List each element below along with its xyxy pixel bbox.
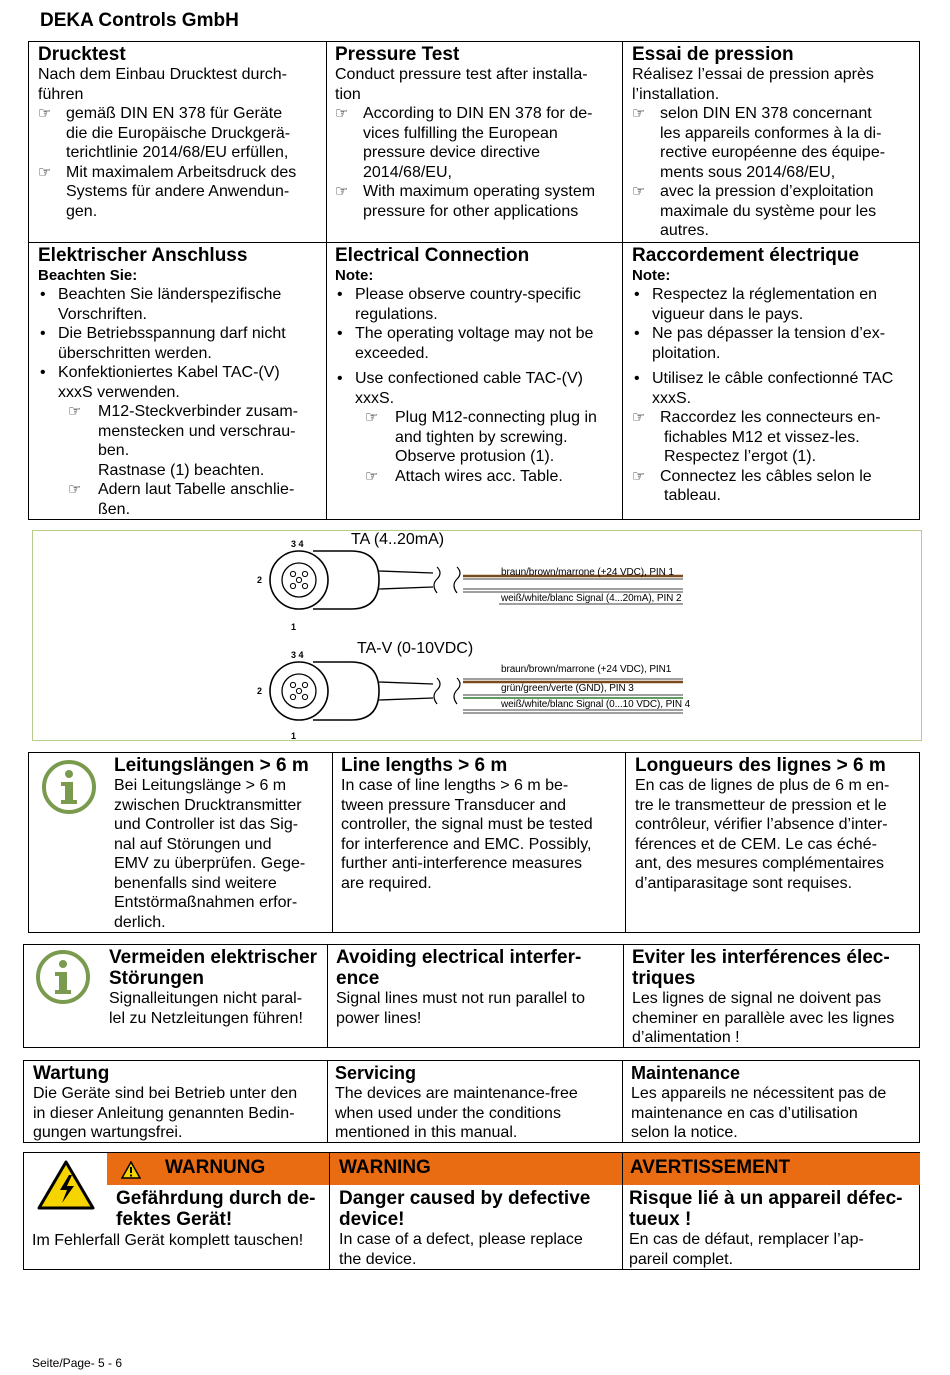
text-line: En cas de défaut, remplacer l’ap-: [629, 1231, 864, 1248]
text-line: ploitation.: [652, 344, 721, 362]
text-line: Signalleitungen nicht paral-: [109, 990, 303, 1007]
pressure-test-fr: [632, 44, 917, 241]
text-line: Entstörmaßnahmen erfor-: [114, 894, 298, 911]
list-item: [632, 104, 917, 182]
section-title: Longueurs des lignes > 6 m: [635, 755, 886, 776]
text-line: Die Betriebsspannung darf nicht: [58, 325, 286, 342]
wire-label: weiß/white/blanc Signal (4...20mA), PIN 2: [501, 593, 682, 604]
section-title: Gefährdung durch de-: [116, 1188, 316, 1209]
wire-label: braun/brown/marrone (+24 VDC), PIN1: [501, 664, 672, 675]
bullet-icon: •: [634, 370, 640, 387]
text-line: xxxS verwenden.: [58, 383, 180, 401]
text-line: lel zu Netzleitungen führen!: [109, 1009, 303, 1027]
wiring-diagram: [32, 530, 922, 741]
section-title: Eviter les interférences élec-: [632, 947, 890, 968]
text-line: und Controller ist das Sig-: [114, 816, 299, 833]
pointing-hand-icon: ☞: [632, 467, 646, 485]
list-item: [335, 467, 620, 487]
text-line: pressure device directive: [363, 144, 540, 161]
bullet-icon: •: [337, 286, 343, 303]
section-title: device!: [339, 1209, 405, 1230]
warning-en: [339, 1188, 621, 1269]
list-item: [335, 104, 620, 182]
text-line: With maximum operating system: [363, 183, 596, 200]
text-line: Adern laut Tabelle anschlie-: [98, 481, 295, 498]
list-item: [335, 285, 620, 324]
section-title: Vermeiden elektrischer: [109, 947, 318, 968]
pin-label: 2: [257, 686, 263, 696]
warning-triangle-icon: [121, 1161, 141, 1179]
interference-fr: [632, 947, 917, 1048]
text-line: are required.: [341, 874, 432, 892]
text-line: further anti-interference measures: [341, 855, 582, 872]
text-line: contrôleur, vérifier l’absence d’inter-: [635, 816, 888, 833]
text-line: pressure for other applications: [363, 202, 579, 220]
warning-label-de: WARNUNG: [165, 1157, 266, 1178]
text-line: gen.: [66, 202, 98, 220]
text-line: Plug M12-connecting plug in: [395, 409, 597, 426]
warning-label-en: WARNING: [339, 1157, 431, 1178]
list-item: [335, 408, 620, 467]
text-line: En cas de lignes de plus de 6 m en-: [635, 777, 890, 794]
text-line: rective européenne des équipe-: [660, 144, 886, 161]
text-line: tween pressure Transducer and: [341, 796, 567, 814]
text-line: menstecken und verschrau-: [98, 422, 296, 440]
text-line: Bei Leitungslänge > 6 m: [114, 777, 287, 794]
wire-label: braun/brown/marrone (+24 VDC), PIN 1: [501, 567, 674, 578]
list-item: [38, 285, 323, 324]
text-line: autres.: [660, 222, 709, 239]
section-title: Essai de pression: [632, 44, 794, 65]
diagram-title-ta: TA (4..20mA): [351, 531, 445, 548]
warning-label-fr: AVERTISSEMENT: [630, 1157, 791, 1178]
text-line: selon DIN EN 378 concernant: [660, 105, 872, 122]
list-item: [632, 324, 917, 363]
warning-table: [23, 1152, 920, 1270]
section-title: Elektrischer Anschluss: [38, 245, 248, 266]
text-line: Konfektioniertes Kabel TAC-(V): [58, 364, 280, 381]
high-voltage-warning-icon: [36, 1159, 96, 1211]
section-title: Störungen: [109, 968, 204, 989]
bullet-icon: •: [337, 370, 343, 387]
interference-de: [109, 947, 327, 1028]
pointing-hand-icon: ☞: [365, 467, 379, 485]
wire-label: weiß/white/blanc Signal (0...10 VDC), PIN 4: [501, 699, 691, 710]
section-title: Wartung: [33, 1063, 110, 1084]
note-label: Beachten Sie:: [38, 267, 138, 284]
text-line: Raccordez les connecteurs en-: [660, 409, 881, 426]
text-line: M12-Steckverbinder zusam-: [98, 403, 299, 420]
section-title: Line lengths > 6 m: [341, 755, 508, 776]
pin-label: 1: [291, 622, 297, 632]
pressure-test-en: [335, 44, 620, 221]
text-line: führen: [38, 85, 84, 103]
text-line: Vorschriften.: [58, 305, 147, 323]
list-item: [632, 467, 917, 506]
pointing-hand-icon: ☞: [68, 403, 82, 420]
section-title: tueux !: [629, 1209, 692, 1230]
text-line: in dieser Anleitung genannten Bedin-: [33, 1104, 295, 1122]
info-icon: [35, 949, 91, 1005]
text-line: pareil complet.: [629, 1250, 734, 1268]
pointing-hand-icon: ☞: [335, 183, 349, 200]
text-line: maximale du système pour les: [660, 202, 877, 220]
text-line: Rastnase (1) beachten.: [98, 461, 265, 479]
text-line: and tighten by screwing.: [395, 428, 568, 446]
text-line: for interference and EMC. Possibly,: [341, 835, 592, 853]
line-lengths-de: [114, 755, 329, 932]
text-line: when used under the conditions: [335, 1104, 561, 1122]
text-line: les appareils conformes à la di-: [660, 124, 882, 142]
note-label: Note:: [335, 267, 374, 284]
text-line: Utilisez le câble confectionné TAC: [652, 370, 894, 387]
text-line: vices fulfilling the European: [363, 124, 558, 142]
text-line: Please observe country-specific: [355, 286, 581, 303]
bullet-icon: •: [40, 364, 46, 381]
pointing-hand-icon: ☞: [365, 409, 379, 426]
section-title: Servicing: [335, 1063, 417, 1083]
bullet-icon: •: [634, 286, 640, 303]
text-line: xxxS.: [355, 389, 395, 407]
top-table: [28, 41, 920, 520]
maintenance-en: [335, 1063, 620, 1143]
text-line: ben.: [98, 442, 130, 459]
list-item: [335, 182, 620, 221]
pointing-hand-icon: ☞: [38, 163, 52, 181]
text-line: In case of a defect, please replace: [339, 1231, 583, 1248]
wire-label: grün/green/verte (GND), PIN 3: [501, 683, 634, 694]
text-line: Systems für andere Anwendun-: [66, 183, 290, 200]
warning-fr: [629, 1188, 917, 1269]
text-line: Die Geräte sind bei Betrieb unter den: [33, 1085, 298, 1102]
line-lengths-fr: [635, 755, 917, 893]
bullet-icon: •: [634, 325, 640, 342]
diagram-title-tav: TA-V (0-10VDC): [357, 640, 474, 657]
warning-de: [116, 1188, 326, 1230]
text-line: Ne pas dépasser la tension d’ex-: [652, 325, 886, 342]
text-line: maintenance en cas d’utilisation: [631, 1104, 858, 1122]
text-line: controller, the signal must be tested: [341, 816, 593, 833]
text-line: Im Fehlerfall Gerät komplett tauschen!: [32, 1232, 304, 1249]
line-lengths-en: [341, 755, 623, 893]
section-title: Drucktest: [38, 44, 126, 65]
pin-label: 3 4: [291, 650, 304, 660]
bullet-icon: •: [337, 325, 343, 342]
text-line: Mit maximalem Arbeitsdruck des: [66, 163, 297, 181]
text-line: cheminer en parallèle avec les lignes: [632, 1009, 895, 1027]
text-line: regulations.: [355, 305, 438, 323]
pin-label: 3 4: [291, 539, 304, 549]
section-title: Risque lié à un appareil défec-: [629, 1188, 903, 1209]
pointing-hand-icon: ☞: [632, 105, 646, 122]
company-name: DEKA Controls GmbH: [40, 10, 239, 31]
list-item: [38, 324, 323, 363]
text-line: d’antiparasitage sont requises.: [635, 874, 853, 892]
text-line: terichtlinie 2014/68/EU erfüllen,: [66, 144, 289, 161]
list-item: [632, 285, 917, 324]
pointing-hand-icon: ☞: [335, 105, 349, 122]
text-line: zwischen Drucktransmitter: [114, 796, 302, 814]
electrical-fr: [632, 245, 917, 506]
text-line: tion: [335, 85, 361, 103]
text-line: The operating voltage may not be: [355, 325, 594, 342]
line-lengths-table: [28, 752, 920, 933]
text-line: selon la notice.: [631, 1124, 738, 1141]
text-line: Connectez les câbles selon le: [660, 467, 872, 485]
text-line: According to DIN EN 378 for de-: [363, 105, 593, 122]
text-line: benenfalls sind weitere: [114, 874, 277, 892]
text-line: férences et de CEM. Le cas éché-: [635, 835, 877, 853]
text-line: nal auf Störungen und: [114, 835, 272, 853]
interference-table: [23, 944, 920, 1048]
text-line: exceeded.: [355, 344, 429, 362]
text-line: ments sous 2014/68/EU,: [660, 163, 836, 181]
pointing-hand-icon: ☞: [38, 105, 52, 122]
section-title: Pressure Test: [335, 44, 460, 65]
note-label: Note:: [632, 267, 671, 284]
text-line: Observe protusion (1).: [395, 448, 555, 465]
pin-label: 2: [257, 575, 263, 585]
text-line: gemäß DIN EN 378 für Geräte: [66, 105, 283, 122]
text-line: fichables M12 et vissez-les.: [664, 428, 860, 446]
text-line: mentioned in this manual.: [335, 1124, 518, 1141]
text-line: gungen wartungsfrei.: [33, 1124, 183, 1141]
section-title: fektes Gerät!: [116, 1209, 233, 1230]
list-item: [632, 182, 917, 241]
text-line: The devices are maintenance-free: [335, 1085, 578, 1102]
pin-label: 1: [291, 731, 297, 741]
connector-drawing: [33, 531, 921, 740]
text-line: 2014/68/EU,: [363, 163, 452, 181]
text-line: tre le transmetteur de pression et le: [635, 796, 887, 814]
section-title: Raccordement électrique: [632, 245, 860, 266]
text-line: Signal lines must not run parallel to: [336, 990, 586, 1007]
text-line: xxxS.: [652, 389, 692, 407]
section-title: ence: [336, 968, 380, 989]
text-line: Réalisez l’essai de pression après: [632, 66, 874, 83]
maintenance-de: [33, 1063, 325, 1143]
maintenance-table: [23, 1060, 920, 1143]
text-line: ßen.: [98, 500, 131, 518]
text-line: Les appareils ne nécessitent pas de: [631, 1085, 887, 1102]
electrical-de: [38, 245, 323, 519]
text-line: ant, des mesures complémentaires: [635, 855, 884, 872]
text-line: Conduct pressure test after installa-: [335, 66, 588, 83]
section-title: Electrical Connection: [335, 245, 530, 266]
pointing-hand-icon: ☞: [632, 183, 646, 200]
list-item: [38, 402, 323, 480]
page-footer: Seite/Page- 5 - 6: [32, 1356, 123, 1370]
text-line: derlich.: [114, 913, 166, 931]
list-item: [632, 408, 917, 467]
text-line: Respectez la réglementation en: [652, 286, 878, 303]
section-title: Maintenance: [631, 1063, 741, 1083]
info-icon: [41, 759, 97, 815]
text-line: power lines!: [336, 1009, 422, 1027]
electrical-en: [335, 245, 620, 486]
text-line: In case of line lengths > 6 m be-: [341, 777, 569, 794]
list-item: [335, 369, 620, 408]
bullet-icon: •: [40, 325, 46, 342]
section-title: Avoiding electrical interfer-: [336, 947, 582, 968]
text-line: die die Europäische Druckgerä-: [66, 124, 291, 142]
text-line: Nach dem Einbau Drucktest durch-: [38, 66, 287, 83]
section-title: triques: [632, 968, 696, 989]
text-line: d’alimentation !: [632, 1029, 740, 1046]
text-line: Beachten Sie länderspezifische: [58, 286, 282, 303]
pressure-test-de: [38, 44, 323, 221]
list-item: [335, 324, 620, 363]
text-line: l’installation.: [632, 85, 720, 103]
text-line: avec la pression d’exploitation: [660, 183, 874, 200]
pointing-hand-icon: ☞: [68, 481, 82, 498]
maintenance-fr: [631, 1063, 916, 1143]
list-item: [632, 369, 917, 408]
text-line: vigueur dans le pays.: [652, 305, 804, 323]
list-item: [38, 480, 323, 519]
section-title: Leitungslängen > 6 m: [114, 755, 309, 776]
text-line: the device.: [339, 1250, 417, 1268]
text-line: EMV zu überprüfen. Gege-: [114, 855, 306, 872]
text-line: überschritten werden.: [58, 344, 212, 362]
list-item: [38, 163, 323, 222]
list-item: [38, 363, 323, 402]
section-title: Danger caused by defective: [339, 1188, 591, 1209]
text-line: tableau.: [664, 487, 721, 504]
text-line: Respectez l’ergot (1).: [664, 448, 817, 465]
text-line: Les lignes de signal ne doivent pas: [632, 990, 882, 1007]
pointing-hand-icon: ☞: [632, 409, 646, 426]
bullet-icon: •: [40, 286, 46, 303]
text-line: Use confectioned cable TAC-(V): [355, 370, 583, 387]
list-item: [38, 104, 323, 163]
text-line: Attach wires acc. Table.: [395, 467, 563, 485]
interference-en: [336, 947, 621, 1028]
